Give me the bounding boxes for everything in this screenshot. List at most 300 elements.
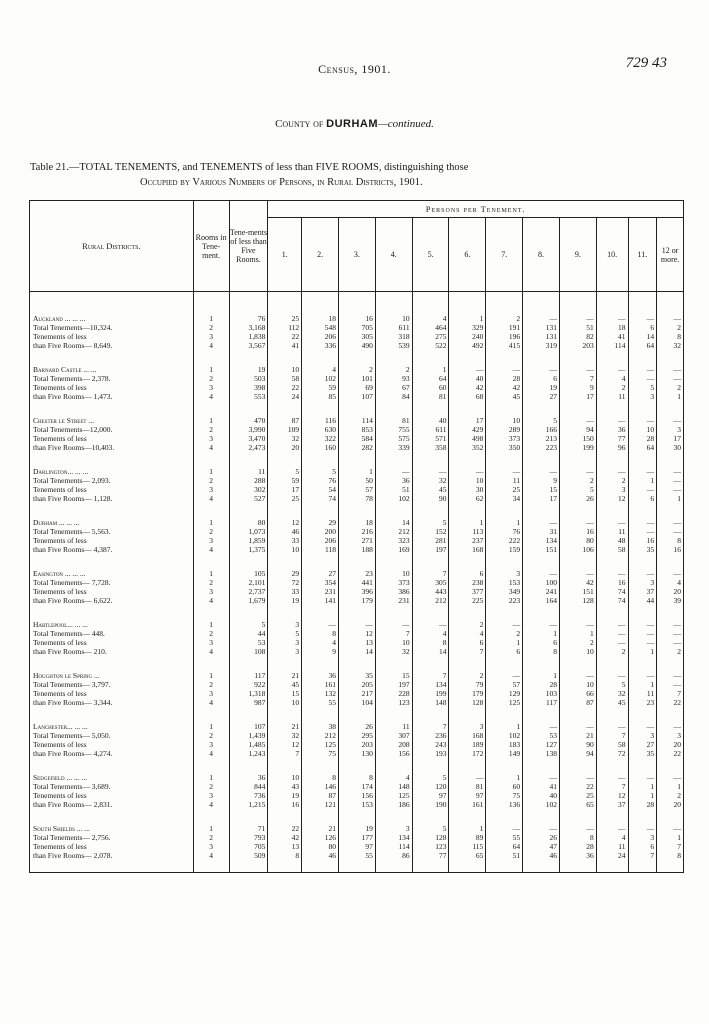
table-row [30,569,684,578]
spacer-cell [486,809,523,824]
rooms-cell: 3 [193,332,229,341]
district-less-label: Tenements of less [30,332,194,341]
spacer-cell [229,554,268,569]
tenements-cell: 3,470 [229,434,268,443]
spacer-cell [302,758,339,773]
spacer-cell [375,401,412,416]
spacer-cell [628,758,657,773]
persons-cell: 172 [449,749,486,758]
persons-cell: 318 [375,332,412,341]
persons-cell: 26 [559,494,596,503]
spacer-cell [268,605,302,620]
persons-cell: 3 [268,647,302,656]
persons-cell: 22 [657,749,684,758]
persons-cell: 2 [657,791,684,800]
persons-cell: 350 [486,443,523,452]
persons-cell: 4 [302,365,339,374]
persons-cell: — [596,773,628,782]
spacer-cell [523,656,560,671]
persons-cell: 8 [412,638,449,647]
persons-cell: 97 [412,791,449,800]
persons-cell: 611 [375,323,412,332]
persons-cell: 81 [375,416,412,425]
tenements-cell: 71 [229,824,268,833]
persons-cell: 125 [375,791,412,800]
spacer-cell [302,401,339,416]
persons-cell: — [486,467,523,476]
persons-cell: 138 [523,749,560,758]
persons-cell: 8 [657,332,684,341]
district-less-than-five: than Five Rooms— 4,274. [30,749,194,758]
persons-cell: 522 [412,341,449,350]
persons-cell: 2 [596,383,628,392]
persons-cell: 8 [657,536,684,545]
persons-cell: 216 [339,527,376,536]
persons-cell: — [657,518,684,527]
persons-cell: 131 [523,332,560,341]
tenements-cell: 844 [229,782,268,791]
spacer-cell [229,809,268,824]
tenements-cell: 987 [229,698,268,707]
persons-cell: — [657,485,684,494]
table-row [30,485,684,494]
persons-cell: 23 [339,569,376,578]
persons-cell: 78 [339,494,376,503]
district-less-than-five: than Five Rooms— 2,078. [30,851,194,860]
persons-cell: 156 [375,749,412,758]
district-name: Hartlepool... ... ... [30,620,194,629]
tenements-cell: 107 [229,722,268,731]
persons-cell: — [657,476,684,485]
persons-cell: 2 [559,638,596,647]
persons-cell: 121 [302,800,339,809]
district-total-tenements: Total Tenements—10,324. [30,323,194,332]
persons-cell: 102 [523,800,560,809]
persons-cell: 20 [268,443,302,452]
persons-cell: 169 [375,545,412,554]
persons-cell: 12 [268,518,302,527]
persons-cell: 236 [412,731,449,740]
persons-cell: 2 [486,314,523,323]
tenements-cell: 302 [229,485,268,494]
persons-cell: 94 [559,425,596,434]
spacer-cell [412,350,449,365]
district-less-label: Tenements of less [30,842,194,851]
spacer-cell [628,809,657,824]
persons-cell: 28 [486,374,523,383]
spacer-cell [339,758,376,773]
persons-cell: 74 [596,587,628,596]
persons-cell: — [559,671,596,680]
persons-cell: 10 [268,773,302,782]
persons-cell: 125 [486,698,523,707]
tenements-cell: 3,567 [229,341,268,350]
persons-cell: 8 [657,851,684,860]
persons-cell: — [559,467,596,476]
persons-cell: 498 [449,434,486,443]
persons-cell: — [559,416,596,425]
table-row [30,434,684,443]
persons-cell: 25 [268,494,302,503]
column-header-persons-1: 1. [268,218,302,292]
persons-cell: 134 [412,680,449,689]
spacer-cell [412,605,449,620]
table-row [30,314,684,323]
spacer-cell [657,656,684,671]
column-header-tenements: Tene-ments of less than Five Rooms. [229,201,268,292]
table-row [30,680,684,689]
persons-cell: 1 [657,782,684,791]
table-body [30,292,684,873]
spacer-cell [628,656,657,671]
spacer-cell [268,350,302,365]
persons-cell: 120 [412,782,449,791]
spacer-cell [268,758,302,773]
spacer-cell [523,292,560,315]
persons-cell: 53 [523,731,560,740]
spacer-cell [375,452,412,467]
persons-cell: 16 [657,545,684,554]
district-less-label: Tenements of less [30,536,194,545]
spacer-cell [486,292,523,315]
persons-cell: 148 [375,782,412,791]
persons-cell: 39 [657,596,684,605]
persons-cell: — [596,671,628,680]
rooms-cell: 2 [193,782,229,791]
rooms-cell: 3 [193,434,229,443]
spacer-cell [339,860,376,873]
running-title: Census, 1901. [318,62,391,76]
persons-cell: 36 [375,476,412,485]
persons-cell: 349 [486,587,523,596]
persons-cell: 7 [657,842,684,851]
persons-cell: — [596,620,628,629]
persons-cell: 14 [339,647,376,656]
district-total-tenements: Total Tenements— 7,728. [30,578,194,587]
persons-cell: 193 [412,749,449,758]
spacer-row [30,554,684,569]
persons-cell: 65 [559,800,596,809]
persons-cell: 18 [339,518,376,527]
persons-cell: 305 [339,332,376,341]
persons-cell: 282 [339,443,376,452]
persons-cell: 7 [449,647,486,656]
persons-cell: 5 [412,824,449,833]
spacer-cell [559,605,596,620]
district-total-tenements: Total Tenements— 2,093. [30,476,194,485]
spacer-cell [339,401,376,416]
persons-cell: 22 [268,824,302,833]
persons-cell: 4 [375,773,412,782]
tenements-cell: 1,375 [229,545,268,554]
persons-cell: 30 [449,485,486,494]
rooms-cell: 3 [193,740,229,749]
tenements-cell: 705 [229,842,268,851]
persons-cell: 168 [449,545,486,554]
persons-cell: 19 [268,596,302,605]
district-total-tenements: Total Tenements— 3,797. [30,680,194,689]
spacer-cell [486,605,523,620]
tenements-cell: 503 [229,374,268,383]
persons-cell: 6 [628,842,657,851]
persons-cell: 190 [412,800,449,809]
persons-cell: — [523,365,560,374]
rooms-cell: 4 [193,494,229,503]
persons-cell: 75 [486,791,523,800]
spacer-cell [30,503,194,518]
persons-cell: 74 [596,596,628,605]
spacer-cell [375,860,412,873]
persons-cell: 41 [596,332,628,341]
persons-cell: 32 [375,647,412,656]
rooms-cell: 1 [193,722,229,731]
persons-cell: — [596,569,628,578]
persons-cell: 51 [559,323,596,332]
persons-cell: 68 [449,392,486,401]
persons-cell: — [339,620,376,629]
table-row [30,851,684,860]
tenements-cell: 2,473 [229,443,268,452]
persons-cell: 42 [559,578,596,587]
persons-cell: 12 [596,791,628,800]
persons-cell: 6 [628,323,657,332]
persons-cell: — [657,527,684,536]
persons-cell: 27 [628,740,657,749]
spacer-cell [657,809,684,824]
persons-cell: 60 [486,782,523,791]
persons-cell: 4 [412,314,449,323]
spacer-cell [657,707,684,722]
persons-cell: 7 [268,749,302,758]
spacer-cell [486,656,523,671]
persons-cell: 161 [302,680,339,689]
rooms-cell: 3 [193,587,229,596]
persons-cell: 21 [302,824,339,833]
persons-cell: 32 [657,341,684,350]
persons-cell: 72 [596,749,628,758]
rooms-cell: 4 [193,392,229,401]
persons-cell: 186 [375,800,412,809]
persons-cell: — [449,467,486,476]
spacer-cell [523,605,560,620]
persons-cell: 3 [486,569,523,578]
column-header-persons-12-or-more: 12 or more. [657,218,684,292]
persons-cell: 151 [559,587,596,596]
table-title [30,160,680,190]
persons-cell: 76 [302,476,339,485]
persons-cell: 281 [412,536,449,545]
persons-cell: 112 [268,323,302,332]
spacer-cell [657,758,684,773]
district-less-label: Tenements of less [30,587,194,596]
rooms-cell: 1 [193,416,229,425]
spacer-cell [486,350,523,365]
county-prefix: County of [275,118,324,130]
persons-cell: 212 [412,596,449,605]
rooms-cell: 1 [193,569,229,578]
table-row [30,365,684,374]
persons-cell: 33 [268,536,302,545]
column-header-persons-11: 11. [628,218,657,292]
persons-cell: 17 [523,494,560,503]
persons-cell: 1 [628,647,657,656]
persons-cell: 231 [375,596,412,605]
spacer-cell [193,605,229,620]
persons-cell: — [657,680,684,689]
spacer-cell [628,860,657,873]
tenements-cell: 922 [229,680,268,689]
district-name: Lanchester... ... ... [30,722,194,731]
persons-cell: 1 [657,494,684,503]
spacer-cell [486,860,523,873]
spacer-cell [449,554,486,569]
persons-cell: 106 [559,545,596,554]
spacer-cell [30,605,194,620]
persons-cell: 1 [657,833,684,842]
table-row [30,527,684,536]
persons-cell: 118 [302,545,339,554]
persons-cell: — [412,620,449,629]
table-row [30,476,684,485]
persons-cell: 415 [486,341,523,350]
table-title-line-1: Table 21.—TOTAL TENEMENTS, and TENEMENTS of less than FIVE ROOMS, distinguishing those [30,162,469,173]
spacer-cell [559,554,596,569]
persons-cell: 630 [302,425,339,434]
persons-cell: 4 [449,629,486,638]
persons-cell: — [628,314,657,323]
persons-cell: 30 [657,443,684,452]
persons-cell: 3 [657,425,684,434]
persons-cell: 575 [375,434,412,443]
persons-cell: — [657,374,684,383]
district-total-tenements: Total Tenements—12,000. [30,425,194,434]
spacer-cell [229,656,268,671]
spacer-cell [302,656,339,671]
persons-cell: 117 [523,698,560,707]
persons-cell: 289 [486,425,523,434]
persons-cell: 18 [596,323,628,332]
persons-cell: 705 [339,323,376,332]
persons-cell: 76 [486,527,523,536]
persons-cell: 17 [449,416,486,425]
tenements-cell: 1,215 [229,800,268,809]
district-less-than-five: than Five Rooms— 3,344. [30,698,194,707]
spacer-cell [268,707,302,722]
persons-cell: 1 [486,722,523,731]
persons-cell: 5 [523,416,560,425]
district-total-tenements: Total Tenements— 2,756. [30,833,194,842]
persons-cell: 3 [628,392,657,401]
persons-cell: — [302,620,339,629]
spacer-cell [30,554,194,569]
persons-cell: 114 [596,341,628,350]
persons-cell: 26 [523,833,560,842]
persons-cell: 5 [596,680,628,689]
persons-cell: 7 [375,629,412,638]
spacer-cell [657,503,684,518]
persons-cell: 159 [486,545,523,554]
persons-cell: — [523,569,560,578]
persons-cell: 203 [559,341,596,350]
table-row [30,620,684,629]
table-row [30,383,684,392]
persons-cell: 64 [628,341,657,350]
persons-cell: 322 [302,434,339,443]
persons-cell: — [628,620,657,629]
table-row [30,587,684,596]
persons-cell: 15 [523,485,560,494]
spacer-cell [449,707,486,722]
tenements-cell: 1,838 [229,332,268,341]
persons-cell: 7 [412,569,449,578]
persons-cell: 358 [412,443,449,452]
district-less-than-five: than Five Rooms—10,403. [30,443,194,452]
persons-cell: 125 [302,740,339,749]
spacer-cell [375,503,412,518]
district-name: Houghton le Spring ... [30,671,194,680]
tenements-cell: 1,439 [229,731,268,740]
persons-cell: 191 [486,323,523,332]
persons-cell: 179 [339,596,376,605]
spacer-cell [339,707,376,722]
persons-cell: 5 [412,518,449,527]
persons-cell: 166 [523,425,560,434]
persons-cell: 43 [268,782,302,791]
tenements-cell: 470 [229,416,268,425]
persons-cell: 46 [302,851,339,860]
persons-cell: — [523,722,560,731]
persons-cell: 4 [596,374,628,383]
persons-cell: 352 [449,443,486,452]
spacer-cell [523,554,560,569]
persons-cell: 8 [302,629,339,638]
persons-cell: 126 [302,833,339,842]
persons-cell: 243 [412,740,449,749]
table-title-line-2: Occupied by Various Numbers of Persons, in Rural Districts, 1901. [140,177,423,188]
rooms-cell: 3 [193,536,229,545]
persons-cell: 32 [268,434,302,443]
persons-cell: 114 [375,842,412,851]
spacer-cell [30,452,194,467]
persons-cell: 1 [628,782,657,791]
persons-cell: 21 [268,722,302,731]
persons-cell: 238 [449,578,486,587]
rooms-cell: 4 [193,596,229,605]
persons-cell: 6 [523,374,560,383]
persons-cell: 12 [339,629,376,638]
persons-cell: — [486,824,523,833]
persons-cell: 15 [268,689,302,698]
spacer-cell [412,860,449,873]
district-name: Chester le Street ... [30,416,194,425]
persons-cell: 101 [339,374,376,383]
table-row [30,689,684,698]
spacer-cell [486,452,523,467]
persons-cell: — [657,569,684,578]
persons-cell: 129 [486,689,523,698]
spacer-cell [339,503,376,518]
persons-cell: 1 [523,671,560,680]
persons-cell: 10 [268,545,302,554]
persons-cell: 58 [268,374,302,383]
table-row [30,518,684,527]
persons-cell: 23 [628,698,657,707]
rooms-cell: 2 [193,323,229,332]
spacer-cell [375,656,412,671]
persons-cell: 62 [449,494,486,503]
persons-cell: 377 [449,587,486,596]
persons-cell: 1 [412,365,449,374]
